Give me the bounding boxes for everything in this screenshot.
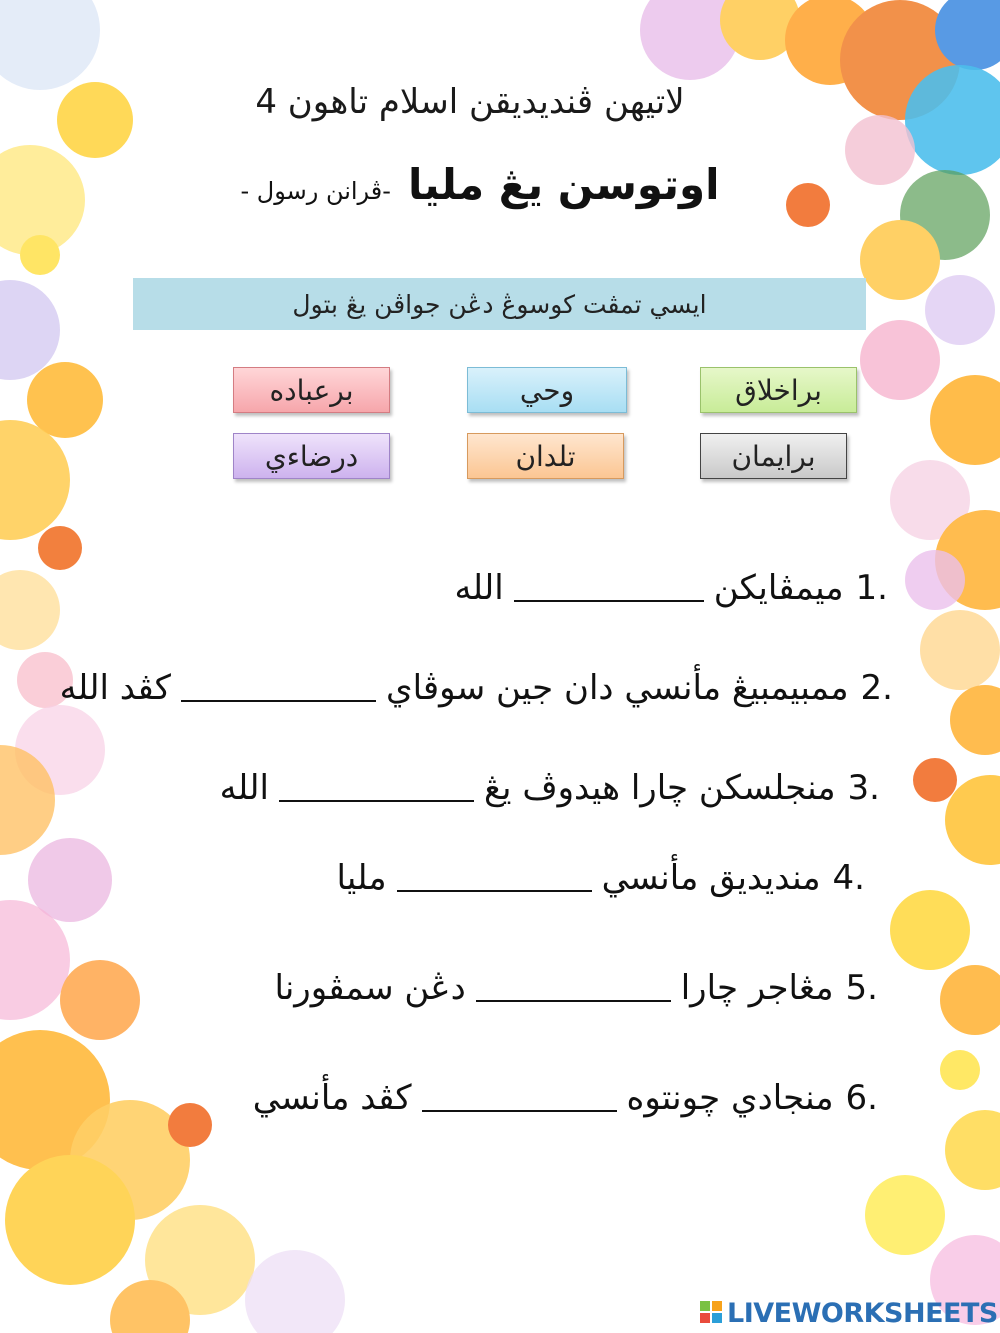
question-2	[60, 668, 893, 708]
question-1	[454, 568, 888, 608]
question-text-before: ممبيمبيڠ مأنسي دان جين سوڤاي	[385, 668, 849, 708]
question-text-before: منجلسكن چارا هيدوڤ يڠ	[483, 768, 836, 808]
question-text-before: ميمڤايكن	[713, 568, 844, 608]
question-number: 4.	[832, 858, 865, 898]
question-text-after: الله	[219, 768, 269, 808]
question-3	[220, 768, 880, 808]
question-number: 1.	[855, 568, 888, 608]
liveworksheets-mark-icon	[700, 1301, 724, 1325]
question-text-after: الله	[454, 568, 504, 608]
answer-chip-beribadah[interactable]: برعباده	[233, 367, 390, 413]
topic-subtitle: -ڤرانن رسول -	[240, 177, 391, 205]
answer-chip-wahyu[interactable]: وحي	[467, 367, 627, 413]
topic-title: اوتوسن يڠ مليا	[408, 160, 720, 209]
answer-blank-1[interactable]	[514, 600, 704, 602]
answer-blank-6[interactable]	[422, 1110, 617, 1112]
answer-chip-teladan[interactable]: تلدان	[467, 433, 624, 479]
answer-blank-5[interactable]	[476, 1000, 671, 1002]
instruction-banner: ايسي تمڤت كوسوڠ دڠن جواڤن يڠ بتول	[133, 278, 866, 330]
answer-chip-beriman[interactable]: برايمان	[700, 433, 847, 479]
answer-chip-berakhlak[interactable]: براخلاق	[700, 367, 857, 413]
question-text-after: دڠن سمڤورنا	[274, 968, 466, 1008]
logo-text-worksheets: WORKSHEETS	[791, 1297, 998, 1329]
logo-text-live: LIVE	[727, 1297, 792, 1329]
question-text-after: كڤد الله	[59, 668, 171, 708]
answer-blank-3[interactable]	[279, 800, 474, 802]
worksheet-subtitle	[240, 160, 720, 209]
question-number: 6.	[845, 1078, 878, 1118]
liveworksheets-logo	[700, 1298, 998, 1328]
question-text-before: منديديق مأنسي	[601, 858, 821, 898]
question-text-before: منجادي چونتوه	[626, 1078, 834, 1118]
question-number: 3.	[847, 768, 880, 808]
question-6	[253, 1078, 878, 1118]
answer-blank-2[interactable]	[181, 700, 376, 702]
question-number: 2.	[860, 668, 893, 708]
question-number: 5.	[845, 968, 878, 1008]
worksheet-title: لاتيهن ڤنديديقن اسلام تاهون 4	[255, 82, 685, 122]
question-5	[274, 968, 878, 1008]
answer-blank-4[interactable]	[397, 890, 592, 892]
question-4	[336, 858, 865, 898]
answer-chip-diredhai[interactable]: درضاءي	[233, 433, 390, 479]
question-text-after: مليا	[336, 858, 387, 898]
question-text-before: مڠاجر چارا	[680, 968, 834, 1008]
question-text-after: كڤد مأنسي	[252, 1078, 412, 1118]
